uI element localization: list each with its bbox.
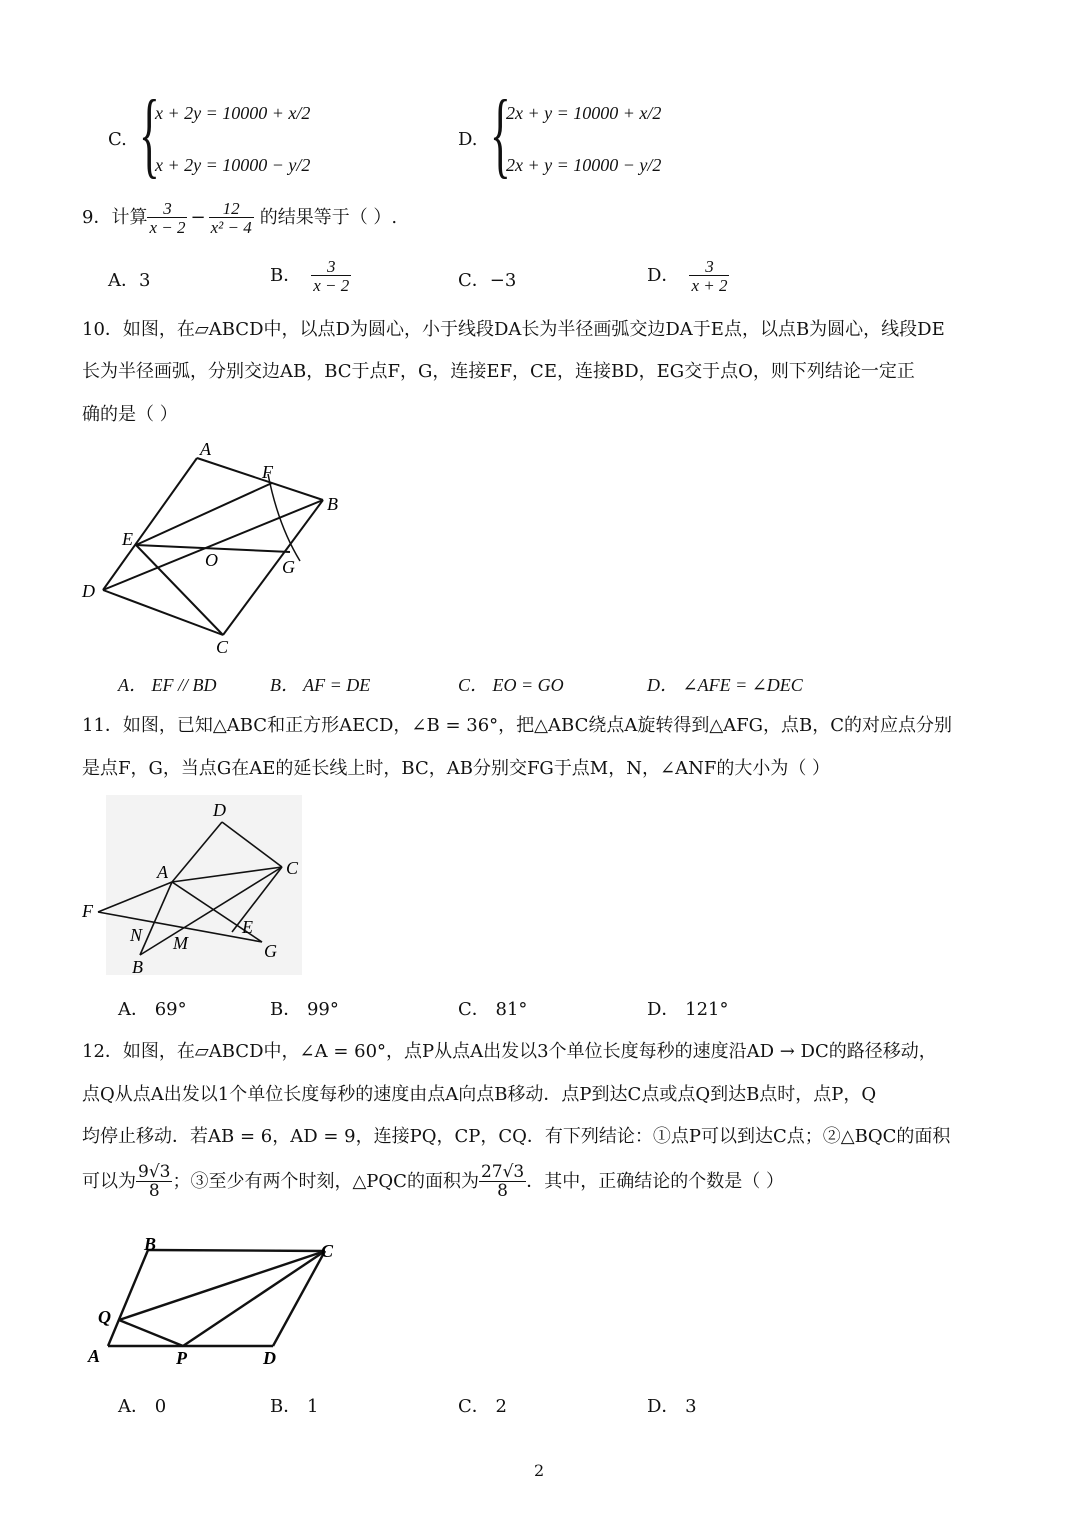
q12-stem-line-4 xyxy=(82,1164,784,1200)
q9-frac2-den: x² − 4 xyxy=(210,218,252,237)
q10-edge-ab xyxy=(197,458,323,500)
q9-option-c-label: C． xyxy=(458,270,490,291)
q12-option-c[interactable]: C． 2 xyxy=(458,1396,507,1417)
q12-fraction-b xyxy=(479,1164,526,1200)
q12-line-pq xyxy=(119,1320,183,1346)
q9-stem xyxy=(82,200,397,236)
q10-label-d: D xyxy=(82,581,95,601)
q8-option-c-label: C. xyxy=(108,129,127,150)
q9-option-b-fraction xyxy=(311,258,351,294)
q12-label-b: B xyxy=(144,1234,157,1254)
q10-label-c: C xyxy=(216,637,229,657)
q11-label-g: G xyxy=(264,941,277,961)
q9-option-b-label: B． xyxy=(270,265,302,286)
q9-option-a-value: 3 xyxy=(139,270,151,291)
q11-label-c: C xyxy=(286,858,299,878)
q11-label-n: N xyxy=(130,925,143,945)
q9-suffix: 的结果等于（ ）. xyxy=(259,207,398,228)
q12-figure xyxy=(80,1228,350,1373)
q9-option-c-value: −3 xyxy=(489,270,517,291)
q10-figure xyxy=(70,430,360,665)
q11-figure xyxy=(78,795,308,980)
q10-label-e: E xyxy=(122,529,133,549)
q10-label-a: A xyxy=(200,439,211,459)
q11-label-f: F xyxy=(82,901,93,921)
q12-frac-a-num: 9√3 xyxy=(138,1162,171,1182)
q11-stem-line-1: 11．如图，已知△ABC和正方形AECD，∠B = 36°，把△ABC绕点A旋转得到△AFG，点B，C的对应点分别 xyxy=(82,715,953,736)
q12-frac-b-num: 27√3 xyxy=(480,1162,525,1182)
q10-label-o: O xyxy=(205,550,218,570)
q9-option-d-fraction xyxy=(689,258,729,294)
q12-stem-line-3: 均停止移动．若AB = 6，AD = 9，连接PQ，CP，CQ．有下列结论：①点P可以到达C点；②△BQC的面积 xyxy=(82,1126,951,1147)
q9-option-d-label: D． xyxy=(647,265,680,286)
q12-label-a: A xyxy=(88,1346,101,1366)
q12-option-a[interactable]: A． 0 xyxy=(118,1396,167,1417)
q10-stem-line-3: 确的是（ ） xyxy=(82,404,178,425)
q9-b-den: x − 2 xyxy=(313,276,350,295)
q10-edge-dc xyxy=(103,590,223,635)
q12-stem-line-2: 点Q从点A出发以1个单位长度每秒的速度由点A向点B移动．点P到达C点或点Q到达B点时，点P，Q xyxy=(82,1084,877,1105)
q12-frac-a-den: 8 xyxy=(136,1181,172,1200)
q11-stem-line-2: 是点F，G，当点G在AE的延长线上时，BC，AB分别交FG于点M，N，∠ANF的大小为（ ） xyxy=(82,758,831,779)
q9-frac1-den: x − 2 xyxy=(149,218,186,237)
page-number: 2 xyxy=(534,1461,545,1480)
q9-option-d[interactable] xyxy=(647,258,729,294)
q11-label-m: M xyxy=(173,933,188,953)
q10-stem-line-1: 10．如图，在▱ABCD中，以点D为圆心，小于线段DA长为半径画弧交边DA于E点，以点B为圆心，线段DE xyxy=(82,319,945,340)
q9-fraction-1 xyxy=(147,200,187,236)
q8-d-brace: { xyxy=(490,80,511,187)
q12-option-b[interactable]: B． 1 xyxy=(270,1396,319,1417)
q9-b-num: 3 xyxy=(327,257,336,276)
q8-option-d-label: D. xyxy=(458,129,478,150)
q10-label-f: F xyxy=(262,462,273,482)
q12-edge-bc xyxy=(148,1250,325,1251)
q8-c-equation-2: x + 2y = 10000 − y/2 xyxy=(155,155,311,175)
q11-option-b[interactable]: B． 99° xyxy=(270,999,339,1020)
q10-label-g: G xyxy=(282,557,295,577)
q9-option-a[interactable] xyxy=(108,272,150,290)
q11-label-b: B xyxy=(132,957,143,977)
q9-minus: − xyxy=(190,207,206,228)
q9-frac1-num: 3 xyxy=(163,199,172,218)
q12-fraction-a xyxy=(136,1164,172,1200)
q10-option-b[interactable]: B． AF = DE xyxy=(270,675,371,695)
q9-prefix: 9．计算 xyxy=(82,207,148,228)
q10-option-a[interactable]: A． EF // BD xyxy=(118,675,217,695)
q12-edge-ab xyxy=(108,1250,148,1346)
q9-fraction-2 xyxy=(209,200,254,236)
q12-stem-line-1: 12．如图，在▱ABCD中，∠A = 60°，点P从点A出发以3个单位长度每秒的速度沿AD → DC的路径移动， xyxy=(82,1041,937,1062)
q9-d-num: 3 xyxy=(705,257,714,276)
q12-line4-part-b: ；③至少有两个时刻，△PQC的面积为 xyxy=(172,1171,479,1192)
q12-line-pc xyxy=(183,1251,325,1346)
q9-option-c[interactable] xyxy=(458,272,516,290)
q12-label-c: C xyxy=(321,1241,334,1261)
q12-option-d[interactable]: D． 3 xyxy=(647,1396,697,1417)
q12-label-p: P xyxy=(176,1348,187,1368)
q8-c-equation-1: x + 2y = 10000 + x/2 xyxy=(155,103,311,123)
q12-label-q: Q xyxy=(98,1307,111,1327)
q8-c-brace: { xyxy=(139,80,160,187)
q10-stem-line-2: 长为半径画弧，分别交边AB，BC于点F，G，连接EF，CE，连接BD，EG交于点O，则下列结论一定正 xyxy=(82,361,915,382)
q11-option-c[interactable]: C． 81° xyxy=(458,999,528,1020)
q10-option-c[interactable]: C． EO = GO xyxy=(458,675,564,695)
q11-label-a: A xyxy=(157,862,168,882)
q12-frac-b-den: 8 xyxy=(479,1181,526,1200)
q12-label-d: D xyxy=(263,1348,276,1368)
q8-d-equation-2: 2x + y = 10000 − y/2 xyxy=(506,155,662,175)
q10-label-b: B xyxy=(327,494,338,514)
q11-option-a[interactable]: A． 69° xyxy=(118,999,187,1020)
q8-d-equation-1: 2x + y = 10000 + x/2 xyxy=(506,103,662,123)
q11-label-d: D xyxy=(213,800,226,820)
q11-option-d[interactable]: D． 121° xyxy=(647,999,729,1020)
q9-option-b[interactable] xyxy=(270,258,351,294)
q10-option-d[interactable]: D． ∠AFE = ∠DEC xyxy=(647,675,803,695)
q12-line4-part-a: 可以为 xyxy=(82,1171,136,1192)
q9-d-den: x + 2 xyxy=(691,276,728,295)
q12-line4-part-c: ．其中，正确结论的个数是（ ） xyxy=(526,1171,784,1192)
q9-option-a-label: A． xyxy=(108,270,139,291)
q11-label-e: E xyxy=(242,917,253,937)
q9-frac2-num: 12 xyxy=(222,199,240,218)
